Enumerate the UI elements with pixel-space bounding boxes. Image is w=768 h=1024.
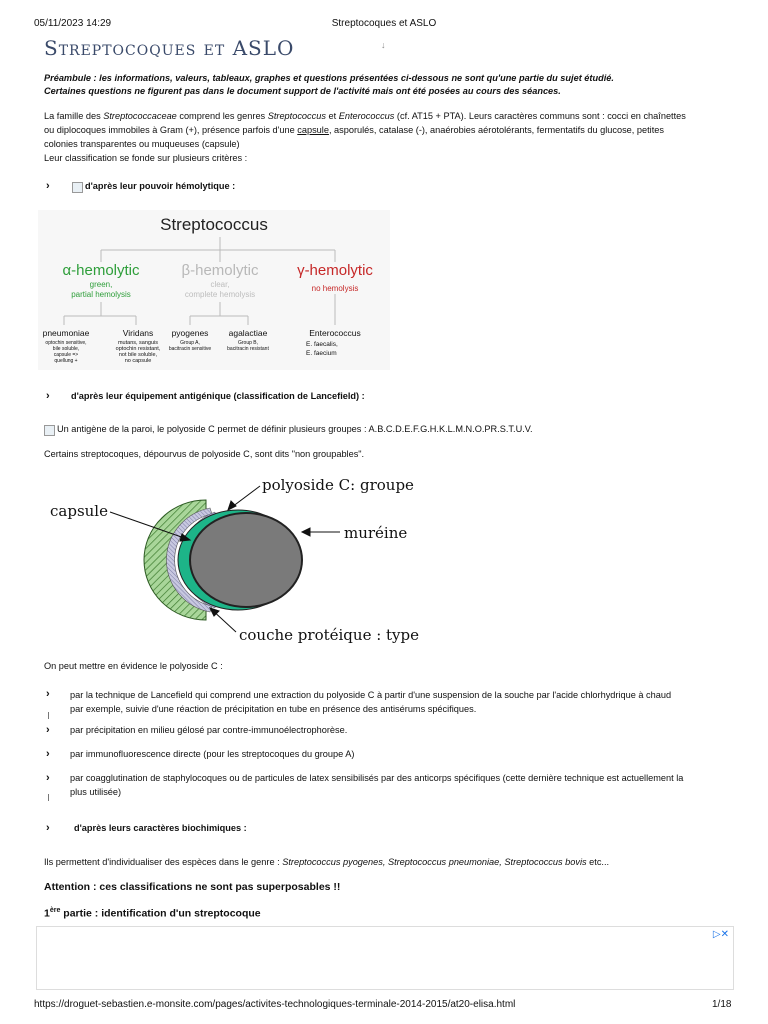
chevron-right-icon: › <box>46 180 50 192</box>
attention-line: Attention : ces classifications ne sont pas superposables !! <box>44 881 341 893</box>
section-antigenic: d'après leur équipement antigénique (classification de Lancefield) : <box>71 391 365 401</box>
divider-mark <box>48 712 49 719</box>
divider-mark <box>48 794 49 801</box>
cursor-mark: ↓ <box>381 40 386 50</box>
page-number: 1/18 <box>712 999 732 1010</box>
chevron-right-icon: › <box>46 772 50 784</box>
leaf-enterococcus: Enterococcus <box>309 328 361 338</box>
broken-image-icon <box>72 182 83 193</box>
method-4-line-1: par coagglutination de staphylocoques ou de particules de latex sensibilisés par des anticorps spécifiques (cette dernière technique est actuellement la <box>70 773 684 783</box>
section-hemolytic: d'après leur pouvoir hémolytique : <box>85 181 236 191</box>
gamma-sub-1: no hemolysis <box>311 284 359 293</box>
label-capsule: capsule <box>50 502 108 520</box>
diagram-root: Streptococcus <box>160 215 268 234</box>
method-2: par précipitation en milieu gélosé par contre-immunoélectrophorèse. <box>70 725 348 735</box>
beta-sub-2: complete hemolysis <box>184 290 256 299</box>
method-1-line-2: par exemple, suivie d'une réaction de précipitation en tube en présence des antisérums spécifiques. <box>70 704 477 714</box>
chevron-right-icon: › <box>46 724 50 736</box>
section-biochemical: d'après leurs caractères biochimiques : <box>74 823 247 833</box>
ad-close-icon[interactable]: ▷✕ <box>712 929 729 940</box>
print-title: Streptocoques et ASLO <box>331 18 437 29</box>
alpha-label: α-hemolytic <box>62 262 140 279</box>
part-heading: 1ère partie : identification d'un streptocoque <box>44 907 261 920</box>
leaf-agalactiae: agalactiae <box>228 328 268 338</box>
leaf-viridans: Viridans <box>122 328 154 338</box>
intro-line-1: La famille des Streptococcaceae comprend les genres Streptococcus et Enterococcus (cf. AT15 + PTA). Leurs caractères communs sont : cocci en chaînettes <box>44 111 686 121</box>
method-3: par immunofluorescence directe (pour les streptocoques du groupe A) <box>70 749 355 759</box>
chevron-right-icon: › <box>46 390 50 402</box>
cell-wall-drawing <box>40 470 420 650</box>
leaf-pyogenes: pyogenes <box>171 328 209 338</box>
viridans-notes: mutans, sanguis optochin resistant, not bile soluble, no capsule <box>115 340 161 364</box>
alpha-sub-1: green, <box>89 280 113 289</box>
cell-wall-diagram <box>40 470 420 650</box>
preamble-line-1: Préambule : les informations, valeurs, tableaux, graphes et questions présentées ci-dessous ne sont qu'une partie du sujet étudié. <box>44 73 614 83</box>
intro-line-2: ou diplocoques immobiles à Gram (+), présence parfois d'une capsule, asporulés, catalase (-), anaérobies aérotolérants, fermentatifs du glucose, petites <box>44 125 664 135</box>
label-mureine: muréine <box>344 524 408 542</box>
method-4-line-2: plus utilisée) <box>70 787 122 797</box>
enterococcus-notes: E. faecalis, E. faecium <box>306 341 338 357</box>
chevron-right-icon: › <box>46 748 50 760</box>
beta-sub-1: clear, <box>210 280 230 289</box>
preamble-line-2: Certaines questions ne figurent pas dans le document support de l'activité mais ont été posées au cours des séances. <box>44 86 561 96</box>
footer-url[interactable]: https://droguet-sebastien.e-monsite.com/pages/activites-technologiques-terminale-2014-2015/at20-elisa.html <box>34 999 516 1010</box>
biochemical-line: Ils permettent d'individualiser des espèces dans le genre : Streptococcus pyogenes, Streptococcus pneumoniae, Streptococcus bovis etc... <box>44 857 610 867</box>
chevron-right-icon: › <box>46 688 50 700</box>
page-title: Streptocoques et ASLO <box>44 36 295 60</box>
pneumoniae-notes: optochin sensitive, bile soluble, capsule => quellung + <box>45 340 87 364</box>
hemolysis-diagram <box>38 210 390 370</box>
intro-line-3: colonies transparentes ou muqueuses (capsule) <box>44 139 240 149</box>
alpha-sub-2: partial hemolysis <box>71 290 131 299</box>
ad-banner[interactable] <box>36 926 734 990</box>
intro-line-4: Leur classification se fonde sur plusieurs critères : <box>44 153 248 163</box>
agalactiae-notes: Group B, bacitracin resistant <box>227 340 269 352</box>
broken-image-icon <box>44 425 55 436</box>
leaf-pneumoniae: pneumoniae <box>42 328 90 338</box>
antigen-line: Un antigène de la paroi, le polyoside C permet de définir plusieurs groupes : A.B.C.D.E.F.G.H.K.L.M.N.O.PR.S.T.U.V. <box>57 424 533 434</box>
label-couche-proteique: couche protéique : type <box>239 626 420 644</box>
gamma-label: γ-hemolytic <box>297 262 373 279</box>
chevron-right-icon: › <box>46 822 50 834</box>
pyogenes-notes: Group A, bacitracin sensitive <box>168 340 212 352</box>
method-1-line-1: par la technique de Lancefield qui comprend une extraction du polyoside C à partir d'une suspension de la souche par l'acide chlorhydrique à chaud <box>70 690 672 700</box>
print-date: 05/11/2023 14:29 <box>34 18 112 29</box>
beta-label: β-hemolytic <box>181 262 259 279</box>
evidence-intro: On peut mettre en évidence le polyoside C : <box>44 661 223 671</box>
non-groupable-line: Certains streptocoques, dépourvus de polyoside C, sont dits "non groupables". <box>44 449 365 459</box>
label-polyoside: polyoside C: groupe <box>262 476 414 494</box>
